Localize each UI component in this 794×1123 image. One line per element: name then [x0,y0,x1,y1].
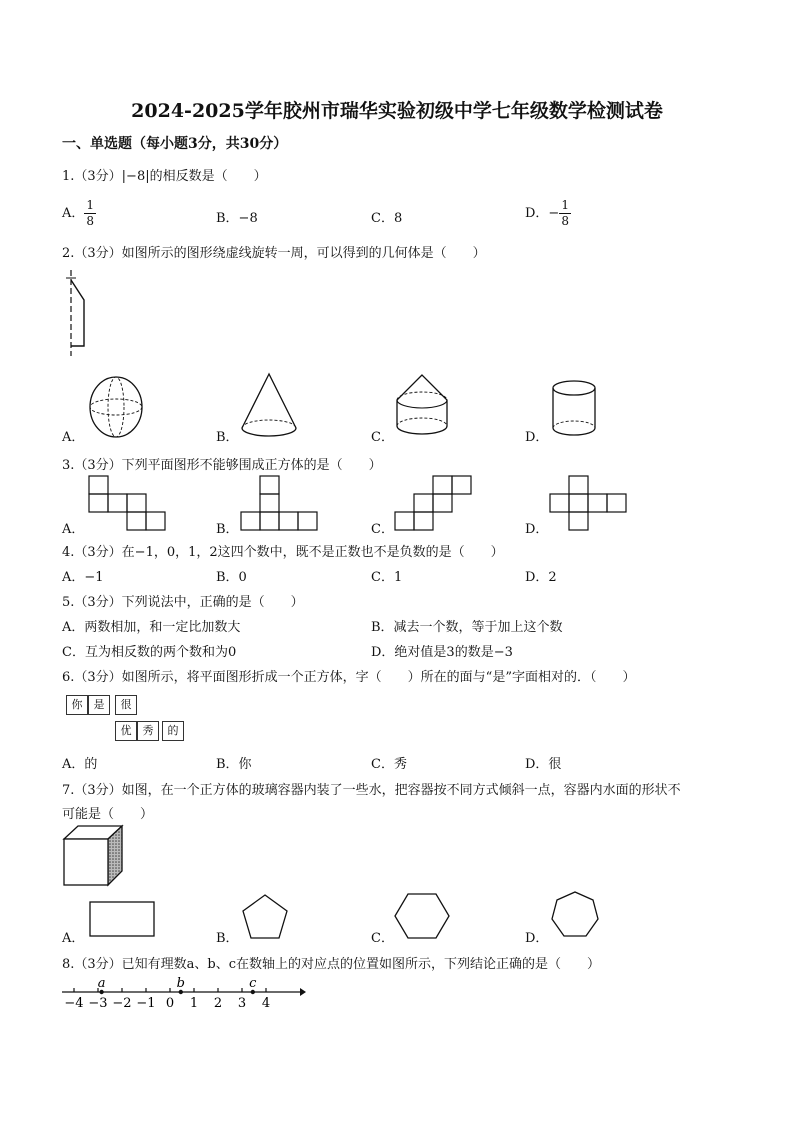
q4-option-d[interactable]: D．2 [525,570,557,585]
q3-net-c-icon [395,475,475,533]
q3-option-b[interactable]: B． [216,522,239,537]
q1-option-a-numerator: 1 [86,198,95,212]
net-cell: 优 [115,721,137,741]
q1-option-d-fraction [559,198,571,229]
rectangle-icon [89,900,157,938]
q3-option-d[interactable]: D． [525,522,549,537]
number-line [60,975,310,1015]
cylinder-icon [550,378,598,440]
glass-cube-icon [64,825,124,887]
q4-option-b[interactable]: B．0 [216,570,247,585]
number-line-tick-label: 4 [261,996,271,1011]
q4-option-a[interactable]: A．−1 [62,570,104,585]
sphere-icon [88,375,144,439]
q7-option-b[interactable]: B． [216,931,239,946]
q3-net-a-icon [89,475,169,533]
q3-option-c[interactable]: C． [371,522,394,537]
q3-net-b-icon [241,475,321,533]
number-line-tick-label: −2 [112,996,132,1011]
q1-option-a-prefix: A． [62,206,85,221]
q1-option-b[interactable]: B．−8 [216,211,258,226]
q2-option-d[interactable]: D． [525,430,549,445]
q2-rotation-figure [60,268,110,360]
number-line-tick-label: 3 [237,996,247,1011]
question-5-stem: 5.（3分）下列说法中，正确的是（ ） [62,595,304,610]
cone-icon [238,372,300,438]
q5-option-a[interactable]: A．两数相加，和一定比加数大 [62,620,241,635]
number-line-point-label: b [176,976,185,991]
q6-option-d[interactable]: D．很 [525,757,562,772]
section-heading: 一、单选题（每小题3分，共30分） [62,136,288,152]
question-7-stem-line1: 7.（3分）如图，在一个正方体的玻璃容器内装了一些水，把容器按不同方式倾斜一点，容器内水面的形状不 [62,783,681,798]
q3-option-a[interactable]: A． [62,522,85,537]
q4-option-c[interactable]: C．1 [371,570,403,585]
q5-option-b[interactable]: B．减去一个数，等于加上这个数 [371,620,563,635]
cone-on-cylinder-icon [394,372,450,438]
question-1-stem: 1.（3分）|−8|的相反数是（ ） [62,169,267,184]
q1-option-d-denominator: 8 [561,214,569,228]
q1-option-a-fraction [84,198,96,229]
hexagon-icon [394,892,450,940]
number-line-point-label: c [249,976,257,991]
number-line-tick-label: 1 [189,996,199,1011]
q7-option-a[interactable]: A． [62,931,85,946]
question-2-stem: 2.（3分）如图所示的图形绕虚线旋转一周，可以得到的几何体是（ ） [62,246,486,261]
q3-net-d-icon [550,475,630,533]
net-cell: 秀 [137,721,159,741]
number-line-tick-label: 2 [213,996,223,1011]
number-line-tick-label: 0 [165,996,175,1011]
q2-option-a[interactable]: A． [62,430,85,445]
q5-option-d[interactable]: D．绝对值是3的数是−3 [371,645,513,660]
net-cell: 的 [162,721,184,741]
heptagon-icon [549,890,601,940]
q6-option-b[interactable]: B．你 [216,757,252,772]
pentagon-icon [240,893,290,941]
number-line-tick-label: −1 [136,996,156,1011]
q1-option-a[interactable] [62,198,96,229]
question-7-stem-line2: 可能是（ ） [62,807,154,822]
net-cell: 是 [88,695,110,715]
q1-option-d-numerator: 1 [561,198,569,212]
q1-option-a-denominator: 8 [86,214,95,228]
page-title: 2024-2025学年胶州市瑞华实验初级中学七年级数学检测试卷 [131,100,663,122]
q1-option-c[interactable]: C．8 [371,211,403,226]
question-3-stem: 3.（3分）下列平面图形不能够围成正方体的是（ ） [62,458,382,473]
q1-option-d-prefix: D．− [525,206,560,221]
net-cell: 你 [66,695,88,715]
number-line-arrow [300,988,306,996]
number-line-point-label: a [97,976,106,991]
question-4-stem: 4.（3分）在−1，0，1，2这四个数中，既不是正数也不是负数的是（ ） [62,545,504,560]
question-8-stem: 8.（3分）已知有理数a、b、c在数轴上的对应点的位置如图所示，下列结论正确的是（ ） [62,957,601,972]
q7-option-c[interactable]: C． [371,931,394,946]
q6-option-a[interactable]: A．的 [62,757,98,772]
q2-option-b[interactable]: B． [216,430,239,445]
number-line-tick-label: −3 [88,996,108,1011]
number-line-tick-label: −4 [64,996,84,1011]
q7-option-d[interactable]: D． [525,931,549,946]
question-6-stem: 6.（3分）如图所示，将平面图形折成一个正方体，字（ ）所在的面与“是”字面相对的．（ ） [62,670,636,685]
net-cell: 很 [115,695,137,715]
q2-option-c[interactable]: C． [371,430,394,445]
q1-option-d[interactable] [525,198,571,229]
q5-option-c[interactable]: C．互为相反数的两个数和为0 [62,645,237,660]
q6-option-c[interactable]: C．秀 [371,757,407,772]
